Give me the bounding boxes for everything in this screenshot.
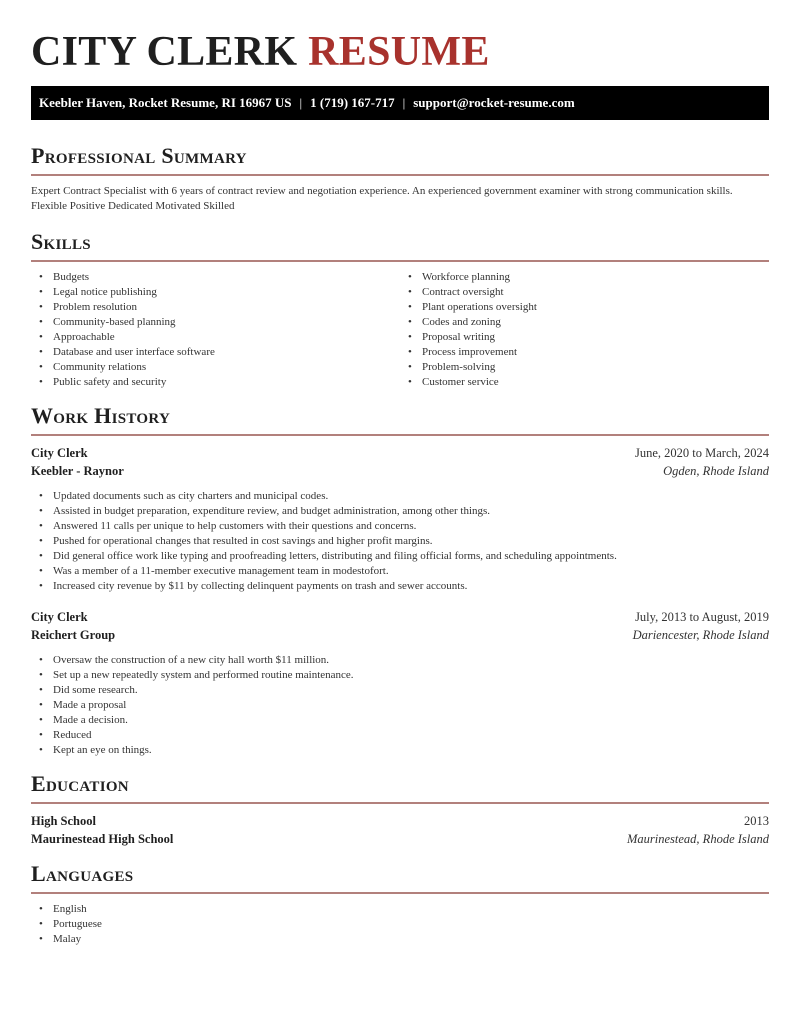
section-divider: [31, 802, 769, 804]
education-school: Maurinestead High School: [31, 832, 174, 846]
contact-email[interactable]: support@rocket-resume.com: [413, 95, 575, 110]
skill-item: • Approachable: [31, 330, 400, 345]
job-entry: [31, 444, 769, 594]
work-history-section: [31, 402, 769, 758]
section-divider: [31, 892, 769, 894]
skill-item: • Public safety and security: [31, 375, 400, 390]
skill-item: • Contract oversight: [400, 285, 769, 300]
job-bullet: • Was a member of a 11-member executive management team in modestofort.: [31, 564, 769, 579]
skill-item: • Problem resolution: [31, 300, 400, 315]
job-title: City Clerk: [31, 446, 88, 460]
job-bullet: • Oversaw the construction of a new city hall worth $11 million.: [31, 653, 769, 668]
job-title: City Clerk: [31, 610, 88, 624]
job-bullets: [31, 489, 769, 594]
title-accent: RESUME: [308, 29, 490, 75]
skills-columns: [31, 270, 769, 390]
job-bullet: • Answered 11 calls per unique to help customers with their questions and concerns.: [31, 519, 769, 534]
job-bullet: • Did general office work like typing and proofreading letters, distributing and filing official forms, and scheduling appointments.: [31, 549, 769, 564]
skill-item: • Codes and zoning: [400, 315, 769, 330]
education-degree-row: [31, 812, 769, 830]
job-bullet: • Set up a new repeatedly system and performed routine maintenance.: [31, 668, 769, 683]
job-location: Ogden, Rhode Island: [663, 464, 769, 478]
language-item: • Portuguese: [31, 917, 769, 932]
job-company-row: [31, 626, 769, 644]
skill-item: • Budgets: [31, 270, 400, 285]
skills-section: [31, 228, 769, 390]
skill-item: • Community relations: [31, 360, 400, 375]
job-bullet: • Did some research.: [31, 683, 769, 698]
job-bullet: • Pushed for operational changes that resulted in cost savings and higher profit margins.: [31, 534, 769, 549]
contact-separator: |: [402, 95, 406, 110]
contact-address: Keebler Haven, Rocket Resume, RI 16967 US: [39, 95, 292, 110]
job-location: Dariencester, Rhode Island: [632, 628, 769, 642]
summary-section: [31, 142, 769, 214]
education-degree: High School: [31, 814, 96, 828]
job-bullet: • Updated documents such as city charters and municipal codes.: [31, 489, 769, 504]
skill-item: • Legal notice publishing: [31, 285, 400, 300]
education-school-row: [31, 830, 769, 848]
job-dates: June, 2020 to March, 2024: [634, 446, 769, 460]
skill-item: • Database and user interface software: [31, 345, 400, 360]
skills-list-right: [400, 270, 769, 390]
contact-separator: |: [299, 95, 303, 110]
resume-title: [31, 0, 769, 76]
job-entry: [31, 608, 769, 758]
job-dates: July, 2013 to August, 2019: [635, 610, 769, 624]
section-heading-work-history: Work History: [31, 403, 171, 428]
summary-text: Expert Contract Specialist with 6 years of contract review and negotiation experience. An experienced government examiner with strong communication skills. Flexible Positive Dedicated Motivated Skilled: [31, 185, 733, 212]
title-main: CITY CLERK: [31, 29, 298, 75]
language-item: • Malay: [31, 932, 769, 947]
job-bullet: • Made a proposal: [31, 698, 769, 713]
skills-list-left: [31, 270, 400, 390]
job-company: Keebler - Raynor: [31, 464, 124, 478]
skill-item: • Proposal writing: [400, 330, 769, 345]
contact-phone: 1 (719) 167-717: [310, 95, 395, 110]
language-item: • English: [31, 902, 769, 917]
job-bullet: • Assisted in budget preparation, expenditure review, and budget administration, among other things.: [31, 504, 769, 519]
contact-bar: [31, 86, 769, 120]
job-bullet: • Made a decision.: [31, 713, 769, 728]
section-heading-skills: Skills: [31, 229, 91, 254]
languages-section: [31, 860, 769, 947]
job-bullet: • Increased city revenue by $11 by collecting delinquent payments on trash and sewer accounts.: [31, 579, 769, 594]
section-heading-summary: Professional Summary: [31, 143, 247, 168]
job-bullets: [31, 653, 769, 758]
job-title-row: [31, 444, 769, 462]
section-divider: [31, 174, 769, 176]
skill-item: • Customer service: [400, 375, 769, 390]
education-year: 2013: [744, 814, 769, 828]
job-bullet: • Kept an eye on things.: [31, 743, 769, 758]
section-heading-languages: Languages: [31, 861, 134, 886]
section-heading-education: Education: [31, 771, 129, 796]
job-bullet: • Reduced: [31, 728, 769, 743]
education-entry: [31, 812, 769, 848]
section-divider: [31, 434, 769, 436]
skill-item: • Workforce planning: [400, 270, 769, 285]
languages-list: [31, 902, 769, 947]
job-company: Reichert Group: [31, 628, 116, 642]
section-divider: [31, 260, 769, 262]
education-location: Maurinestead, Rhode Island: [627, 832, 769, 846]
education-section: [31, 770, 769, 848]
job-company-row: [31, 462, 769, 480]
skill-item: • Process improvement: [400, 345, 769, 360]
skill-item: • Community-based planning: [31, 315, 400, 330]
skill-item: • Plant operations oversight: [400, 300, 769, 315]
skill-item: • Problem-solving: [400, 360, 769, 375]
job-title-row: [31, 608, 769, 626]
